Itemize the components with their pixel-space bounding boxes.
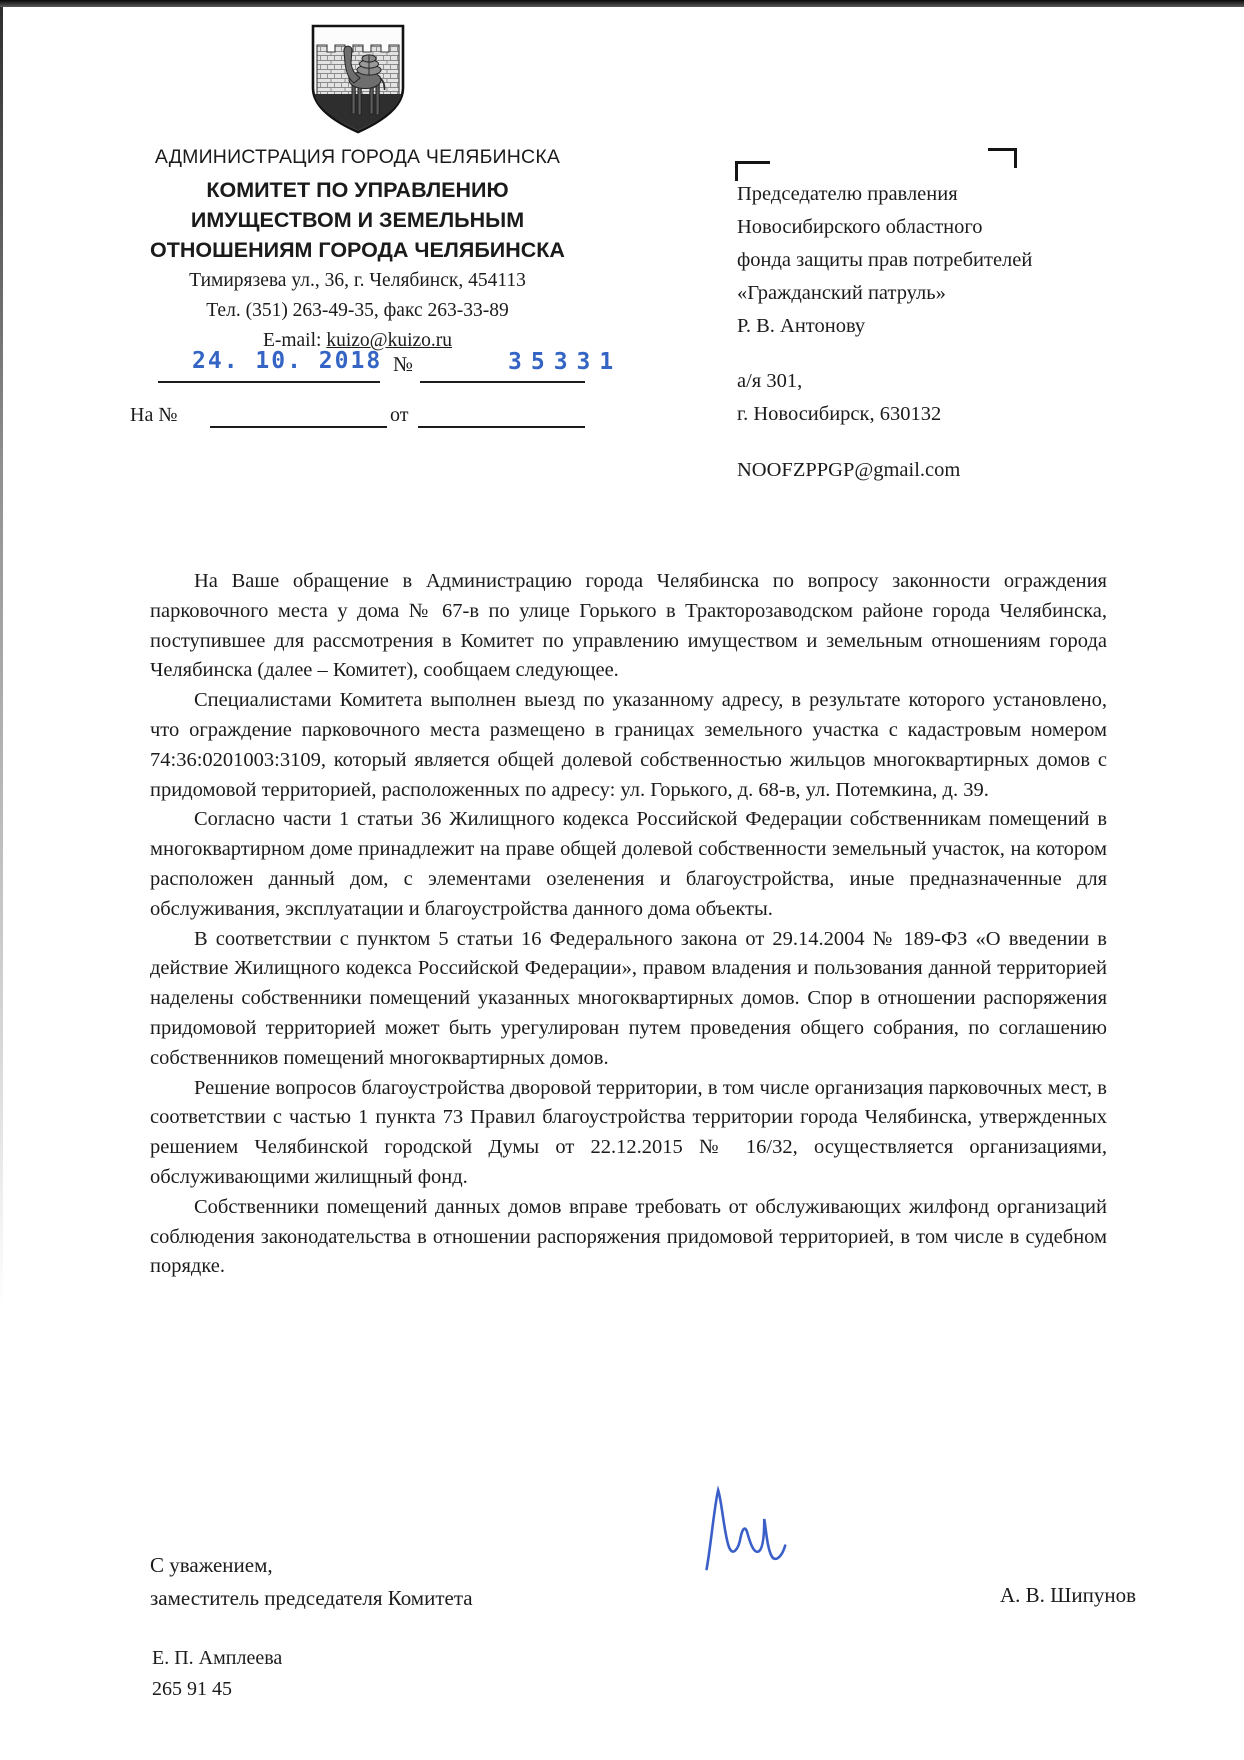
scan-edge-left [0, 7, 3, 1307]
corner-mark-right [988, 148, 1017, 168]
executor-block [152, 1643, 282, 1705]
outgoing-number-stamp: 35331 [508, 349, 623, 375]
body-paragraph: Согласно части 1 статьи 36 Жилищного кодекса Российской Федерации собственникам помещений в многоквартирном доме принадлежит на праве общей долевой собственности земельный участок, на котором расположен данный дом, с элементами озеленения и благоустройства, иные предназначенные для обслуживания, эксплуатации и благоустройства данного дома объекты. [150, 808, 1107, 920]
executor-name: Е. П. Амплеева [152, 1647, 283, 1669]
recipient-address-line: г. Новосибирск, 630132 [737, 403, 942, 425]
contact-block [130, 266, 585, 356]
body-paragraph: Собственники помещений данных домов вправе требовать от обслуживающих жилфонд организаций соблюдения законодательства в отношении распоряжения придомовой территорией, в том числе в судебном порядке. [150, 1195, 1107, 1278]
date-stamp: 24. 10. 2018 [192, 348, 383, 374]
reply-date-label: от [390, 404, 409, 426]
postal-address: Тимирязева ул., 36, г. Челябинск, 454113 [189, 270, 526, 291]
body-paragraph: На Ваше обращение в Администрацию города Челябинска по вопросу законности ограждения парковочного места у дома № 67-в по улице Горького в Тракторозаводском районе города Челябинска, поступившее для рассмотрения в Комитет по управлению имуществом и земельным отношениям города Челябинска (далее – Комитет), сообщаем следующее. [150, 570, 1107, 682]
letterhead [130, 0, 623, 450]
closing-block [150, 1549, 473, 1615]
org-name-line: ОТНОШЕНИЯМ ГОРОДА ЧЕЛЯБИНСКА [150, 238, 565, 262]
date-blank-line [158, 381, 380, 383]
closing-line: С уважением, [150, 1553, 273, 1577]
org-name-line: КОМИТЕТ ПО УПРАВЛЕНИЮ [206, 178, 509, 202]
recipient-line: Р. В. Антонову [737, 315, 866, 337]
outgoing-reference-row [130, 346, 623, 388]
reply-number-label: На № [130, 404, 178, 426]
incoming-reference-row [130, 402, 585, 432]
recipient-address [737, 365, 1037, 431]
recipient-line: Новосибирского областного [737, 216, 983, 238]
signer-name: А. В. Шипунов [1000, 1583, 1136, 1607]
number-blank-line [420, 381, 585, 383]
organization-name [130, 175, 585, 265]
reply-date-blank-line [418, 426, 585, 428]
body-paragraph: Специалистами Комитета выполнен выезд по указанному адресу, в результате которого установлено, что ограждение парковочного места размещено в границах земельного участка с кадастровым номером 74:36:0201003:3109, который является общей долевой собственностью жильцов многоквартирных домов с придомовой территорией, расположенных по адресу: ул. Горького, д. 68-в, ул. Потемкина, д. 39. [150, 689, 1107, 801]
handwritten-signature-ink [690, 1480, 820, 1590]
body-paragraph: Решение вопросов благоустройства дворовой территории, в том числе организация парковочных мест, в соответствии с частью 1 пункта 73 Правил благоустройства территории города Челябинска, утвержденных решением Челябинской городской Думы от 22.12.2015 № 16/32, осуществляется организациями, обслуживающими жилищный фонд. [150, 1076, 1107, 1188]
recipient-line: «Гражданский патруль» [737, 282, 946, 304]
body-paragraph: В соответствии с пунктом 5 статьи 16 Федерального закона от 29.14.2004 № 189-ФЗ «О введении в действие Жилищного кодекса Российской Федерации», правом владения и пользования данной территорией наделены собственники помещений указанных многоквартирных домов. Спор в отношении распоряжения придомовой территорией может быть урегулирован путем проведения общего собрания, по соглашению собственников помещений многоквартирных домов. [150, 927, 1107, 1069]
recipient-address-line: а/я 301, [737, 370, 803, 392]
email-address: kuizo@kuizo.ru [326, 330, 453, 351]
recipient-block [737, 148, 1037, 487]
recipient-line: Председателю правления [737, 183, 958, 205]
signer-title: заместитель председателя Комитета [150, 1586, 473, 1610]
recipient-email: NOOFZPPGP@gmail.com [737, 459, 961, 481]
recipient-name-lines [737, 178, 1037, 343]
letter-body [150, 567, 1107, 1282]
chelyabinsk-coat-of-arms-icon [310, 24, 406, 137]
reply-number-blank-line [210, 426, 387, 428]
recipient-line: фонда защиты прав потребителей [737, 249, 1033, 271]
executor-phone: 265 91 45 [152, 1678, 232, 1700]
phone-fax-line: Тел. (351) 263-49-35, факс 263-33-89 [206, 300, 509, 321]
org-name-line: ИМУЩЕСТВОМ И ЗЕМЕЛЬНЫМ [190, 208, 525, 232]
email-label: E-mail: [262, 330, 327, 351]
corner-mark-left [735, 161, 770, 181]
number-sign: № [393, 352, 414, 376]
parent-organization-name: АДМИНИСТРАЦИЯ ГОРОДА ЧЕЛЯБИНСКА [154, 146, 561, 168]
